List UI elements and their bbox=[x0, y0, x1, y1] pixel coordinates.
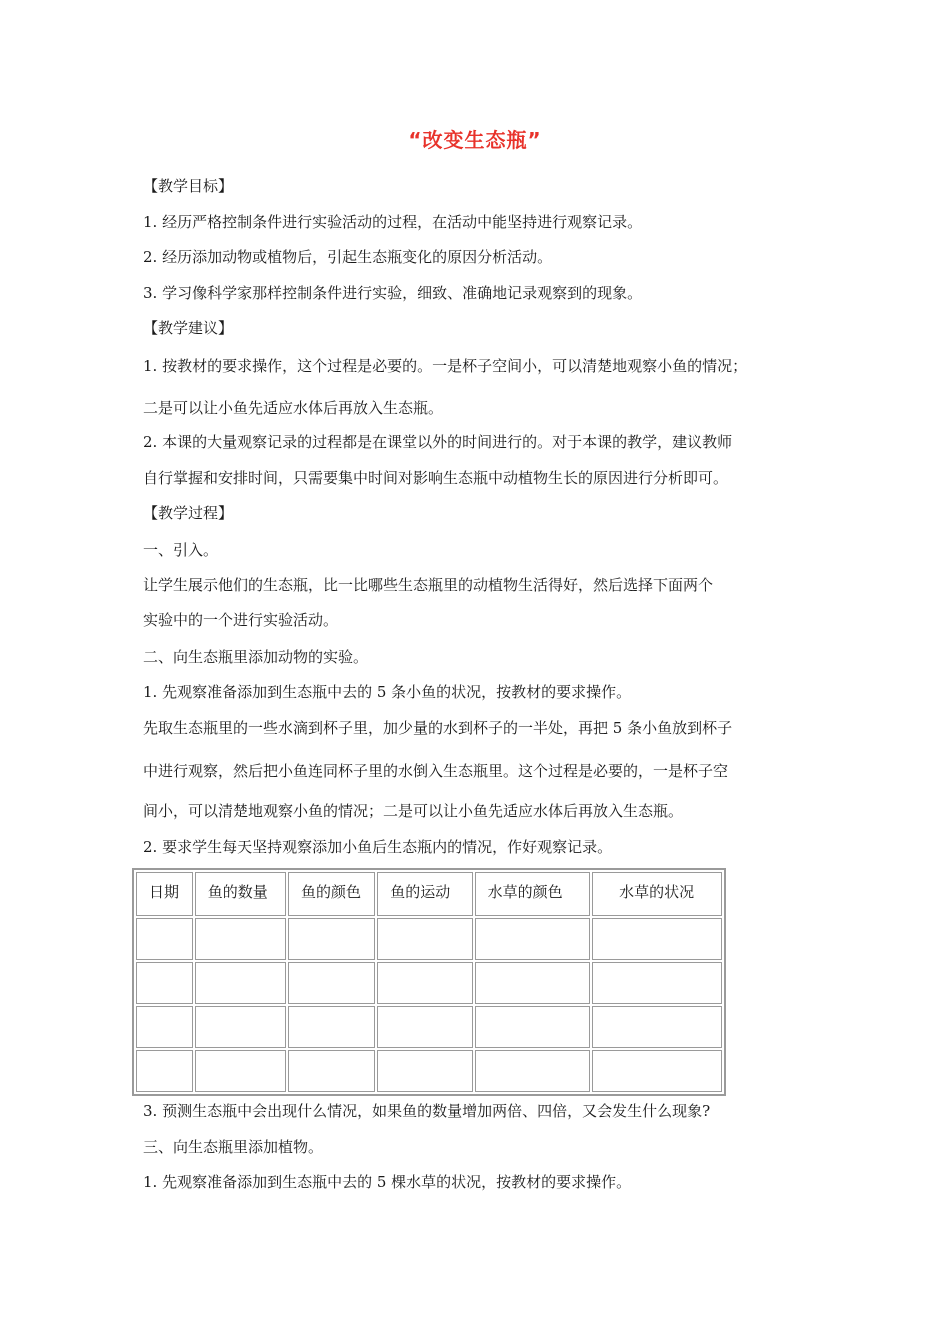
paragraph: 先取生态瓶里的一些水滴到杯子里，加少量的水到杯子的一半处，再把 5 条小鱼放到杯子 bbox=[143, 719, 733, 737]
paragraph: 3. 预测生态瓶中会出现什么情况，如果鱼的数量增加两倍、四倍，又会发生什么现象? bbox=[143, 1102, 711, 1120]
table-cell bbox=[136, 1006, 193, 1048]
table-cell bbox=[475, 962, 591, 1004]
table-cell bbox=[195, 962, 286, 1004]
table-cell bbox=[288, 918, 375, 960]
section-heading-goals: 【教学目标】 bbox=[143, 177, 234, 195]
table-cell bbox=[288, 1006, 375, 1048]
observation-table bbox=[132, 868, 726, 1096]
table-cell bbox=[475, 918, 591, 960]
table-row bbox=[136, 962, 722, 1004]
table-cell bbox=[377, 1006, 472, 1048]
paragraph: 3. 学习像科学家那样控制条件进行实验，细致、准确地记录观察到的现象。 bbox=[143, 284, 643, 302]
section-heading-add-plants: 三、向生态瓶里添加植物。 bbox=[143, 1138, 324, 1156]
table-row bbox=[136, 918, 722, 960]
paragraph: 二、向生态瓶里添加动物的实验。 bbox=[143, 648, 369, 666]
paragraph: 中进行观察，然后把小鱼连同杯子里的水倒入生态瓶里。这个过程是必要的，一是杯子空 bbox=[143, 762, 729, 780]
table-cell bbox=[136, 1050, 193, 1092]
table-header-row bbox=[136, 872, 722, 916]
table-row bbox=[136, 1006, 722, 1048]
table-header-cell: 水草的颜色 bbox=[475, 872, 591, 916]
table-cell bbox=[377, 1050, 472, 1092]
paragraph: 2. 经历添加动物或植物后，引起生态瓶变化的原因分析活动。 bbox=[143, 248, 553, 266]
table-header-cell: 鱼的颜色 bbox=[288, 872, 375, 916]
table-cell bbox=[195, 1050, 286, 1092]
paragraph: 1. 经历严格控制条件进行实验活动的过程，在活动中能坚持进行观察记录。 bbox=[143, 213, 643, 231]
paragraph: 1. 先观察准备添加到生态瓶中去的 5 条小鱼的状况，按教材的要求操作。 bbox=[143, 683, 632, 701]
table-cell bbox=[592, 1050, 722, 1092]
paragraph: 二是可以让小鱼先适应水体后再放入生态瓶。 bbox=[143, 399, 444, 417]
paragraph: 1. 按教材的要求操作，这个过程是必要的。一是杯子空间小，可以清楚地观察小鱼的情况； bbox=[143, 357, 748, 375]
table-cell bbox=[377, 918, 472, 960]
table-header-cell: 鱼的数量 bbox=[195, 872, 286, 916]
table-cell bbox=[288, 962, 375, 1004]
section-heading-process: 【教学过程】 bbox=[143, 504, 234, 522]
paragraph: 2. 本课的大量观察记录的过程都是在课堂以外的时间进行的。对于本课的教学，建议教师 bbox=[143, 433, 733, 451]
table-cell bbox=[592, 918, 722, 960]
table-cell bbox=[592, 962, 722, 1004]
paragraph: 1. 先观察准备添加到生态瓶中去的 5 棵水草的状况，按教材的要求操作。 bbox=[143, 1173, 632, 1191]
table-row bbox=[136, 1050, 722, 1092]
paragraph: 实验中的一个进行实验活动。 bbox=[143, 611, 339, 629]
paragraph: 一、引入。 bbox=[143, 541, 219, 559]
paragraph: 2. 要求学生每天坚持观察添加小鱼后生态瓶内的情况，作好观察记录。 bbox=[143, 838, 613, 856]
table-cell bbox=[475, 1006, 591, 1048]
paragraph: 自行掌握和安排时间，只需要集中时间对影响生态瓶中动植物生长的原因进行分析即可。 bbox=[143, 469, 729, 487]
table-cell bbox=[475, 1050, 591, 1092]
table-header-cell: 水草的状况 bbox=[592, 872, 722, 916]
paragraph: 让学生展示他们的生态瓶，比一比哪些生态瓶里的动植物生活得好，然后选择下面两个 bbox=[143, 576, 714, 594]
table-cell bbox=[377, 962, 472, 1004]
section-heading-suggestions: 【教学建议】 bbox=[143, 319, 234, 337]
table-cell bbox=[136, 962, 193, 1004]
table-header-cell: 鱼的运动 bbox=[377, 872, 472, 916]
table-cell bbox=[592, 1006, 722, 1048]
table-header-cell: 日期 bbox=[136, 872, 193, 916]
paragraph: 间小，可以清楚地观察小鱼的情况；二是可以让小鱼先适应水体后再放入生态瓶。 bbox=[143, 802, 684, 820]
table-cell bbox=[136, 918, 193, 960]
table-cell bbox=[195, 918, 286, 960]
table-cell bbox=[195, 1006, 286, 1048]
document-title: “改变生态瓶” bbox=[408, 128, 542, 152]
table-cell bbox=[288, 1050, 375, 1092]
